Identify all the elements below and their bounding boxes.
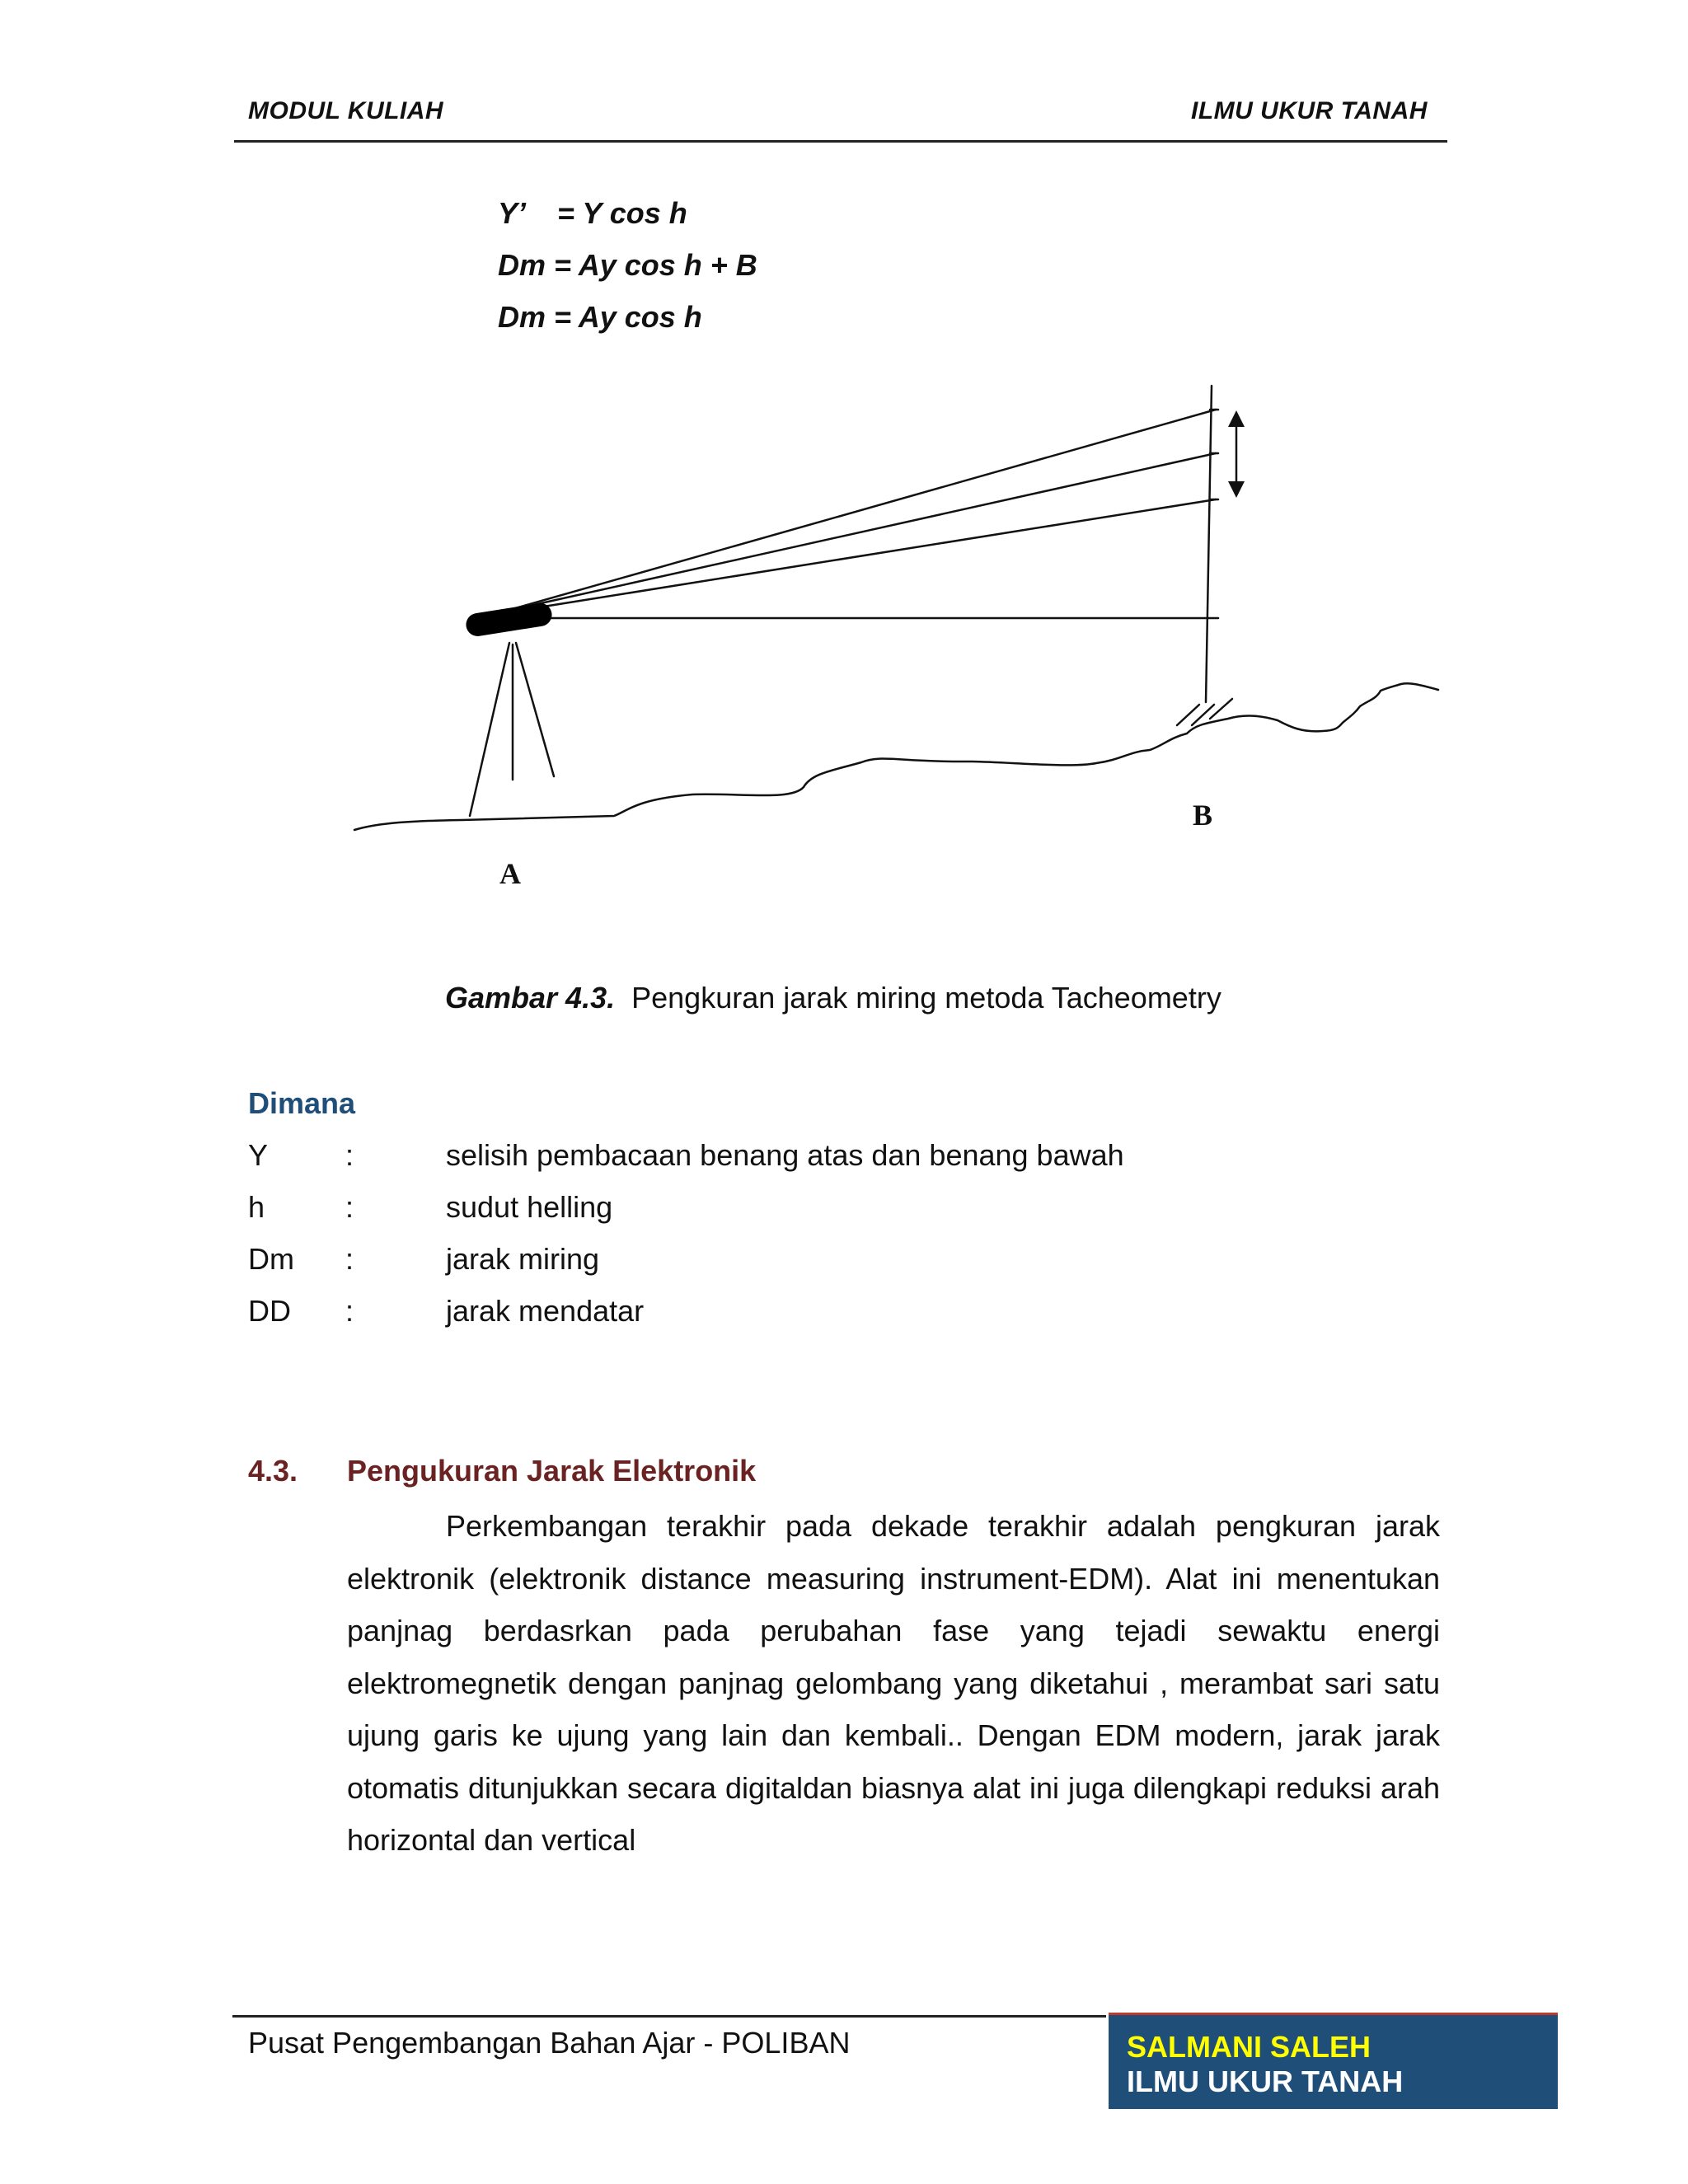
definition-colon: : xyxy=(345,1138,354,1172)
sight-line-lower xyxy=(513,499,1216,612)
definition-symbol: DD xyxy=(248,1294,291,1328)
formula-1-lhs: Y’ xyxy=(498,196,527,230)
footer-left-text: Pusat Pengembangan Bahan Ajar - POLIBAN xyxy=(248,2026,851,2060)
tripod-leg-right xyxy=(516,643,554,776)
point-a-label: A xyxy=(499,857,521,890)
ground-profile xyxy=(354,683,1438,830)
section-paragraph: Perkembangan terakhir pada dekade terakhir adalah pengkuran jarak elektronik (elektronik distance measuring instrument-EDM). Alat ini menentukan panjnag berdasrkan pada perubahan fase yang tejadi sewaktu energi elektromegnetik dengan panjnag gelombang yang diketahui , merambat sari satu ujung garis ke ujung yang lain dan kembali.. Dengan EDM modern, jarak jarak otomatis ditunjukkan secara digitaldan biasnya alat ini juga dilengkapi reduksi arah horizontal dan vertical xyxy=(347,1509,1440,1857)
definition-row xyxy=(248,1294,1320,1335)
dimana-heading: Dimana xyxy=(248,1086,356,1120)
figure-caption-label: Gambar 4.3. xyxy=(445,981,616,1015)
point-b-label: B xyxy=(1193,799,1213,832)
definition-colon: : xyxy=(345,1190,354,1224)
definition-text: selisih pembacaan benang atas dan benang bawah xyxy=(446,1138,1124,1172)
section-title: Pengukuran Jarak Elektronik xyxy=(347,1454,757,1488)
definition-symbol: Dm xyxy=(248,1242,294,1276)
definition-colon: : xyxy=(345,1294,354,1328)
reading-arrow-head-down xyxy=(1228,481,1245,498)
header-left: MODUL KULIAH xyxy=(248,97,444,124)
telescope xyxy=(464,602,553,638)
tripod-leg-left xyxy=(470,643,509,816)
sight-line-top xyxy=(509,410,1216,610)
footer-course-name: ILMU UKUR TANAH xyxy=(1127,2064,1404,2098)
header-right: ILMU UKUR TANAH xyxy=(1191,97,1428,124)
formula-2-rhs: Dm = Ay cos h + B xyxy=(498,248,757,282)
tacheometry-figure xyxy=(0,0,1688,948)
definition-text: sudut helling xyxy=(446,1190,613,1224)
reading-arrow-head-up xyxy=(1228,410,1245,427)
leveling-staff xyxy=(1206,386,1212,702)
definition-row xyxy=(248,1242,1320,1283)
definition-text: jarak mendatar xyxy=(446,1294,645,1328)
section-number: 4.3. xyxy=(248,1454,298,1488)
formula-1-rhs: = Y cos h xyxy=(557,196,687,230)
formula-3-rhs: Dm = Ay cos h xyxy=(498,300,702,334)
definition-row xyxy=(248,1190,1320,1231)
base-hatch-3 xyxy=(1210,699,1232,719)
sight-line-middle xyxy=(511,453,1216,610)
figure-caption xyxy=(445,981,1221,1015)
footer-author-name: SALMANI SALEH xyxy=(1127,2030,1371,2064)
footer-author-box xyxy=(1109,2013,1558,2109)
definition-row xyxy=(248,1138,1320,1179)
figure-caption-text: Pengkuran jarak miring metoda Tacheometry xyxy=(631,981,1221,1015)
definition-colon: : xyxy=(345,1242,354,1276)
footer-divider xyxy=(232,2015,1106,2018)
definition-text: jarak miring xyxy=(446,1242,600,1276)
definition-symbol: Y xyxy=(248,1138,269,1172)
definition-symbol: h xyxy=(248,1190,265,1224)
